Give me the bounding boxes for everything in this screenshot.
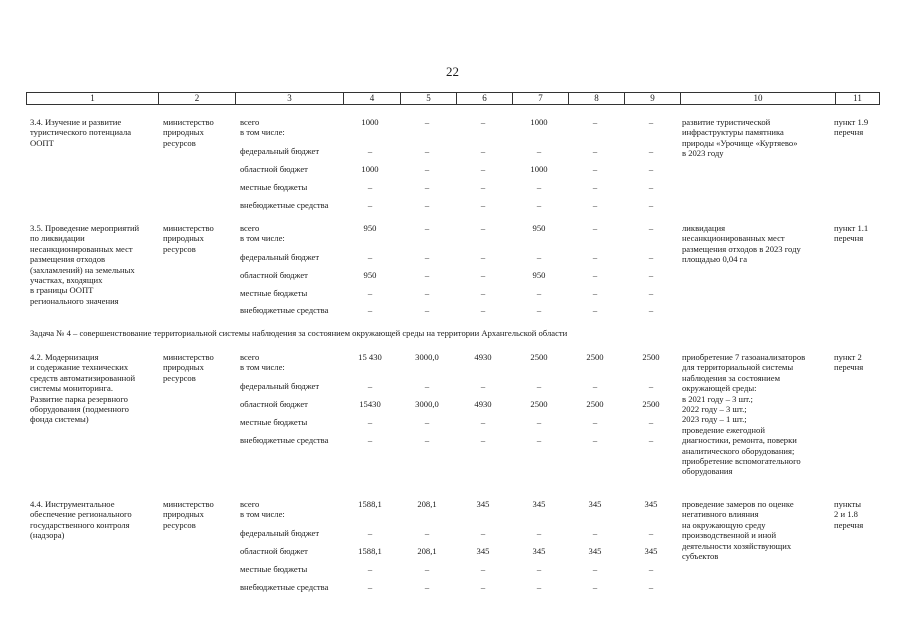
- col-header-11: 11: [853, 93, 862, 103]
- value-cell: –: [592, 288, 598, 298]
- executor: министерство природных ресурсов: [163, 223, 214, 254]
- value-cell: –: [480, 117, 486, 127]
- fin-label-total: всего в том числе:: [240, 499, 285, 520]
- value-cell: 345: [644, 546, 658, 556]
- col-header-3: 3: [236, 93, 344, 104]
- value-cell: –: [367, 582, 373, 592]
- fin-label-total: всего в том числе:: [240, 117, 285, 138]
- value-cell: –: [648, 435, 654, 445]
- value-cell: –: [424, 564, 430, 574]
- fin-label-local: местные бюджеты: [240, 288, 308, 298]
- value-cell: –: [592, 528, 598, 538]
- value-cell: –: [424, 182, 430, 192]
- value-cell: –: [592, 417, 598, 427]
- value-cell: 1000: [530, 117, 548, 127]
- value-cell: –: [480, 164, 486, 174]
- fin-label-total: всего в том числе:: [240, 352, 285, 373]
- value-cell: –: [648, 417, 654, 427]
- value-cell: –: [592, 435, 598, 445]
- executor: министерство природных ресурсов: [163, 352, 214, 383]
- value-cell: –: [592, 582, 598, 592]
- value-cell: –: [480, 252, 486, 262]
- expected-result: приобретение 7 газоанализаторов для территориальной системы наблюдения за состоянием окружающей среды: в 2021 году – 3 шт.; 2022 году – 3 шт.; 2023 году – 1 шт.; проведение ежегодной диагностики, ремонта, поверки аналитического оборудования; приобретение вспомогательного оборудования: [682, 352, 806, 477]
- fin-label-local: местные бюджеты: [240, 417, 308, 427]
- value-cell: –: [648, 564, 654, 574]
- value-cell: –: [648, 381, 654, 391]
- value-cell: –: [367, 305, 373, 315]
- value-cell: –: [367, 528, 373, 538]
- fin-label-local: местные бюджеты: [240, 564, 308, 574]
- value-cell: –: [424, 270, 430, 280]
- value-cell: –: [648, 200, 654, 210]
- value-cell: –: [480, 305, 486, 315]
- col-header-5: 5: [401, 93, 457, 104]
- column-header-row: [26, 92, 880, 105]
- value-cell: 208,1: [417, 499, 437, 509]
- value-cell: –: [480, 435, 486, 445]
- value-cell: 950: [532, 270, 546, 280]
- value-cell: –: [648, 117, 654, 127]
- value-cell: 345: [644, 499, 658, 509]
- col-header-6: 6: [457, 93, 513, 104]
- value-cell: –: [424, 288, 430, 298]
- value-cell: –: [648, 182, 654, 192]
- executor: министерство природных ресурсов: [163, 499, 214, 530]
- value-cell: –: [536, 381, 542, 391]
- activity-name: 3.4. Изучение и развитие туристического потенциала ООПТ: [30, 117, 132, 148]
- value-cell: 950: [363, 223, 377, 233]
- expected-result: развитие туристической инфраструктуры памятника природы «Урочище «Куртяево» в 2023 году: [682, 117, 798, 159]
- value-cell: 2500: [642, 352, 660, 362]
- value-cell: –: [592, 146, 598, 156]
- value-cell: 15430: [359, 399, 381, 409]
- value-cell: –: [367, 252, 373, 262]
- value-cell: –: [480, 146, 486, 156]
- value-cell: –: [592, 200, 598, 210]
- col-header-8: 8: [569, 93, 625, 104]
- value-cell: –: [536, 200, 542, 210]
- value-cell: –: [367, 182, 373, 192]
- value-cell: 345: [476, 546, 490, 556]
- expected-result: ликвидация несанкционированных мест размещения отходов в 2023 году площадью 0,04 га: [682, 223, 801, 265]
- value-cell: 2500: [642, 399, 660, 409]
- value-cell: –: [592, 305, 598, 315]
- value-cell: –: [648, 270, 654, 280]
- value-cell: –: [648, 252, 654, 262]
- value-cell: –: [424, 146, 430, 156]
- value-cell: –: [424, 305, 430, 315]
- fin-label-extrabudget: внебюджетные средства: [240, 435, 329, 445]
- fin-label-local: местные бюджеты: [240, 182, 308, 192]
- value-cell: –: [592, 564, 598, 574]
- value-cell: –: [536, 564, 542, 574]
- col-header-1: 1: [27, 93, 159, 104]
- value-cell: –: [648, 305, 654, 315]
- value-cell: –: [592, 381, 598, 391]
- value-cell: –: [592, 223, 598, 233]
- value-cell: 1000: [361, 164, 379, 174]
- fin-label-extrabudget: внебюджетные средства: [240, 582, 329, 592]
- value-cell: –: [536, 146, 542, 156]
- col-header-4: 4: [344, 93, 401, 104]
- value-cell: 345: [532, 546, 546, 556]
- value-cell: –: [592, 117, 598, 127]
- value-cell: 1588,1: [358, 499, 382, 509]
- value-cell: 4930: [474, 399, 492, 409]
- value-cell: 2500: [586, 399, 604, 409]
- value-cell: –: [536, 582, 542, 592]
- value-cell: –: [424, 417, 430, 427]
- value-cell: –: [367, 435, 373, 445]
- page-number: 22: [446, 64, 459, 79]
- executor: министерство природных ресурсов: [163, 117, 214, 148]
- value-cell: 345: [476, 499, 490, 509]
- value-cell: –: [592, 182, 598, 192]
- value-cell: –: [592, 252, 598, 262]
- fin-label-federal: федеральный бюджет: [240, 381, 320, 391]
- activity-name: 4.4. Инструментальное обеспечение регионального государственного контроля (надзора): [30, 499, 132, 541]
- value-cell: –: [480, 528, 486, 538]
- col-header-7: 7: [513, 93, 569, 104]
- value-cell: –: [424, 200, 430, 210]
- value-cell: –: [367, 288, 373, 298]
- value-cell: 345: [532, 499, 546, 509]
- fin-label-federal: федеральный бюджет: [240, 252, 320, 262]
- value-cell: –: [480, 564, 486, 574]
- col-header-9: 9: [625, 93, 681, 104]
- reference: пункт 1.1 перечня: [834, 223, 869, 244]
- value-cell: –: [367, 200, 373, 210]
- value-cell: 1000: [530, 164, 548, 174]
- value-cell: 3000,0: [415, 399, 439, 409]
- fin-label-regional: областной бюджет: [240, 546, 308, 556]
- value-cell: –: [424, 223, 430, 233]
- value-cell: 950: [363, 270, 377, 280]
- value-cell: –: [480, 270, 486, 280]
- value-cell: –: [367, 381, 373, 391]
- value-cell: –: [648, 223, 654, 233]
- value-cell: –: [536, 288, 542, 298]
- expected-result: проведение замеров по оценке негативного влияния на окружающую среду производственной и иной деятельности хозяйствующих субъектов: [682, 499, 794, 562]
- value-cell: 345: [588, 546, 602, 556]
- col-header-10: 10: [681, 93, 836, 104]
- fin-label-regional: областной бюджет: [240, 270, 308, 280]
- value-cell: –: [648, 582, 654, 592]
- fin-label-extrabudget: внебюджетные средства: [240, 200, 329, 210]
- value-cell: –: [480, 182, 486, 192]
- value-cell: –: [592, 270, 598, 280]
- value-cell: –: [367, 146, 373, 156]
- fin-label-federal: федеральный бюджет: [240, 146, 320, 156]
- value-cell: 1588,1: [358, 546, 382, 556]
- fin-label-federal: федеральный бюджет: [240, 528, 320, 538]
- fin-label-regional: областной бюджет: [240, 164, 308, 174]
- value-cell: –: [536, 252, 542, 262]
- task-heading: Задача № 4 – совершенствование территориальной системы наблюдения за состоянием окружающей среды на территории Архангельской области: [30, 328, 568, 338]
- value-cell: –: [367, 564, 373, 574]
- value-cell: 2500: [530, 352, 548, 362]
- value-cell: –: [480, 381, 486, 391]
- fin-label-extrabudget: внебюджетные средства: [240, 305, 329, 315]
- value-cell: –: [424, 117, 430, 127]
- value-cell: –: [480, 200, 486, 210]
- col-header-2: 2: [159, 93, 236, 104]
- value-cell: –: [480, 582, 486, 592]
- value-cell: –: [480, 223, 486, 233]
- value-cell: –: [648, 528, 654, 538]
- value-cell: –: [648, 146, 654, 156]
- value-cell: 208,1: [417, 546, 437, 556]
- value-cell: –: [424, 435, 430, 445]
- value-cell: 345: [588, 499, 602, 509]
- value-cell: –: [536, 435, 542, 445]
- value-cell: –: [648, 164, 654, 174]
- value-cell: –: [367, 417, 373, 427]
- value-cell: 1000: [361, 117, 379, 127]
- value-cell: 950: [532, 223, 546, 233]
- value-cell: –: [536, 417, 542, 427]
- value-cell: –: [536, 182, 542, 192]
- value-cell: 2500: [586, 352, 604, 362]
- reference: пункт 1.9 перечня: [834, 117, 869, 138]
- value-cell: 2500: [530, 399, 548, 409]
- value-cell: –: [424, 528, 430, 538]
- reference: пункты 2 и 1.8 перечня: [834, 499, 864, 530]
- value-cell: 4930: [474, 352, 492, 362]
- value-cell: 3000,0: [415, 352, 439, 362]
- value-cell: –: [480, 288, 486, 298]
- value-cell: –: [592, 164, 598, 174]
- fin-label-regional: областной бюджет: [240, 399, 308, 409]
- activity-name: 4.2. Модернизация и содержание технических средств автоматизированной системы мониторинга. Развитие парка резервного оборудования (подменного фонда системы): [30, 352, 136, 425]
- value-cell: –: [648, 288, 654, 298]
- value-cell: –: [424, 582, 430, 592]
- fin-label-total: всего в том числе:: [240, 223, 285, 244]
- value-cell: 15 430: [358, 352, 382, 362]
- activity-name: 3.5. Проведение мероприятий по ликвидации несанкционированных мест размещения отходов (захламлений) на земельных участках, входящих в границы ООПТ регионального значения: [30, 223, 140, 306]
- value-cell: –: [424, 252, 430, 262]
- reference: пункт 2 перечня: [834, 352, 864, 373]
- value-cell: –: [536, 305, 542, 315]
- value-cell: –: [536, 528, 542, 538]
- value-cell: –: [424, 164, 430, 174]
- value-cell: –: [480, 417, 486, 427]
- value-cell: –: [424, 381, 430, 391]
